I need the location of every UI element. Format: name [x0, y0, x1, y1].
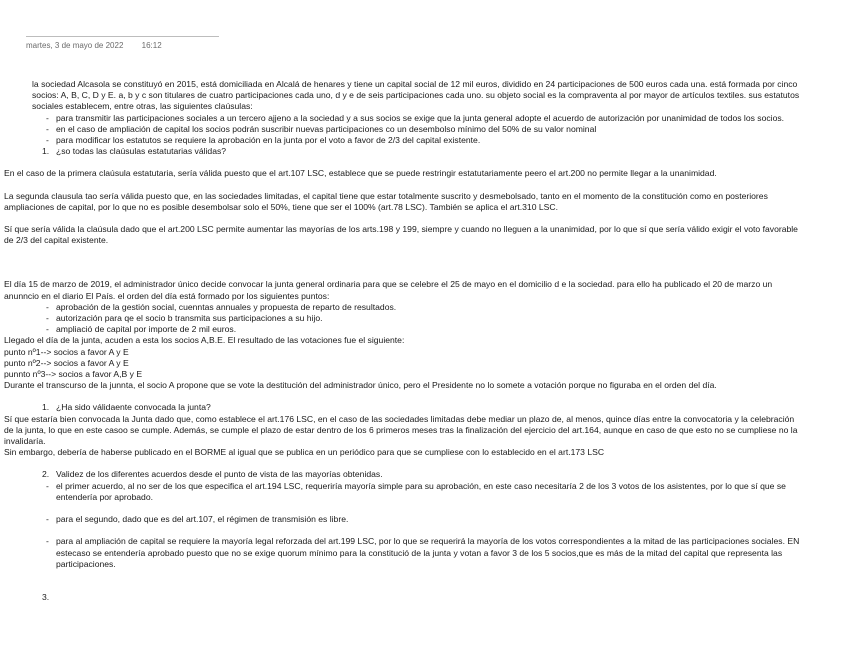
- case2-agenda: [32, 302, 800, 336]
- case1-intro: la sociedad Alcasola se constituyó en 2015, está domiciliada en Alcalá de henares y tiene un capital social de 12 mil euros, dividido en 24 participaciones de 500 euros cada una. está formada por cinco socios: A, B, C, D y E. a, b y c son titulares de cuatro participaciones cada uno, d y e de seis participaciones cada uno. su objeto social es la compraventa al por mayor de artículos textiles. sus estatutos sociales establecem, entre otras, las siguientes claúsulas:: [32, 79, 800, 112]
- case1-clauses: [32, 113, 800, 147]
- list-item: - el primer acuerdo, al no ser de los que especifica el art.194 LSC, requeriría mayoría simple para su aprobación, en este caso necesitaría 2 de los 3 votos de los asistentes, por lo que sí que se entendería por aprobado.: [32, 481, 800, 503]
- list-item: - para al ampliación de capital se requiere la mayoría legal reforzada del art.199 LSC, por lo que se requerirá la mayoría de los votos correspondientes a la mitad de las participaciones sociales. EN estecaso se entendería aprobado puesto que no se exige quorum mínimo para la constitució de la junta y votan a favor 3 de los 5 socios,que es más de la mitad del capital que representa las participaciones.: [32, 536, 800, 570]
- case2-answer-2: Sin embargo, debería de haberse publicado en el BORME al igual que se publica en un periódico para que se cumpliese con lo establecido en el art.173 LSC: [4, 447, 605, 458]
- list-item: - en el caso de ampliación de capital los socios podrán suscribir nuevas participaciones co un desembolso mínimo del 50% de su valor nominal: [32, 124, 800, 135]
- case1-answer-1: En el caso de la primera claúsula estatutaria, sería válida puesto que el art.107 LSC, establece que se puede restringir estatutariamente peero el art.200 no permite llegar a la unanimidad.: [4, 168, 717, 179]
- list-item: - para modificar los estatutos se requiere la aprobación en la junta por el voto a favor de 2/3 del capital existente.: [32, 135, 800, 146]
- case1-answer-2: La segunda clausula tao sería válida puesto que, en las sociedades limitadas, el capital tiene que estar totalmente suscrito y desmebolsado, tanto en el momento de la constitución como en posteriores ampliaciones de capital, por lo que no es posible desembolsar solo el 50%, tiene que ser el 100% (art.78 LSC). También se aplica el art.310 LSC.: [4, 190, 768, 212]
- note-header: [26, 36, 219, 51]
- vote-point-2: punto nº2--> socios a favor A y E: [4, 357, 129, 368]
- list-item: - ampliació de capital por importe de 2 mil euros.: [32, 324, 800, 335]
- list-item: - para el segundo, dado que es del art.107, el régimen de transmisión es libre.: [32, 514, 800, 525]
- list-item: - autorización para qe el socio b transmita sus participaciones a su hijo.: [32, 313, 800, 324]
- case2-answer-1: Sí que estaría bien convocada la Junta dado que, como establece el art.176 LSC, en el caso de las sociedades limitadas debe mediar un plazo de, al menos, quince días entre la convocatoria y la celebración de la junta, lo que en este casoo se cumple. Además, se cumple el plazo de estar dentro de los 6 primeros meses tras la finalización del ejercicio del art.164, aunque en caso de que esto no se cumpliese no la invalidaría.: [4, 413, 798, 447]
- note-body[interactable]: la sociedad Alcasola se constituyó en 2015, está domiciliada en Alcalá de henares y tiene un capital social de 12 mil euros, dividido en 24 participaciones de 500 euros cada una. está formada por cinco socios: A, B, C, D y E. a, b y c son titulares de cuatro participaciones cada uno, d y e de seis participaciones cada uno. su objeto social es la compraventa al por mayor de artículos textiles. sus estatutos sociales establecem, entre otras, las siguientes claúsulas: - para transmitir las participaciones sociales a un tercero ajjeno a la sociedad y a sus socios se exige que la junta general adopte el acuerdo de autorización por unanimidad de todos los socios. - en el caso de ampliación de capital los socios podrán suscribir nuevas participaciones co un desembolso mínimo del 50% de su valor nominal - para modificar los estatutos se requiere la aprobación en la junta por el voto a favor de 2/3 del capital existente. 1. ¿so todas las claúsulas estatutarias válidas? En el caso de la primera claúsula estatutaria, sería válida puesto que el art.107 LSC, establece que se puede restringir estatutariamente peero el art.200 no permite llegar a la unanimidad. La segunda clausula tao sería válida puesto que, en las sociedades limitadas, el capital tiene que estar totalmente suscrito y desmebolsado, tanto en el momento de la constitución como en posteriores ampliaciones de capital, por lo que no es posible desembolsar solo el 50%, tiene que ser el 100% (art.78 LSC). También se aplica el art.310 LSC. Sí que sería válida la claúsula dado que el art.200 LSC permite aumentar las mayorías de los arts.198 y 199, siempre y cuando no lleguen a la unanimidad, por lo que sí que sería válido exigir el voto favorable de 2/3 del capital existente. El día 15 de marzo de 2019, el administrador único decide convocar la junta general ordinaria para que se celebre el 25 de mayo en el domicilio d e la sociedad. para ello ha publicado el 20 de marzo un anunncio en el diario El País. el orden del día está formado por los siguientes puntos: - aprobación de la gestión social, cuenntas annuales y propuesta de reparto de resultados. - autorización para qe el socio b transmita sus participaciones a su hijo. - ampliació de capital por importe de 2 mil euros. Llegado el día de la junta, acuden a esta los socios A,B.E. El resultado de las votaciones fue el siguiente: punto nº1--> socios a favor A y E punto nº2--> socios a favor A y E punnto nº3--> socios a favor A,B y E Durante el transcurso de la junnta, el socio A propone que se vote la destitución del administrador único, pero el Presidente no lo somete a votación porque no figuraba en el orden del día. 1. ¿Ha sido válidaente convocada la junta? Sí que estaría bien convocada la Junta dado que, como establece el art.176 LSC, en el caso de las sociedades limitadas debe mediar un plazo de, al menos, quince días entre la convocatoria y la celebración de la junta, lo que en este casoo se cumple. Además, se cumple el plazo de estar dentro de los 6 primeros meses tras la finalización del ejercicio del art.164, aunque en caso de que esto no se cumpliese no la invalidaría. Sin embargo, debería de haberse publicado en el BORME al igual que se publica en un periódico para que se cumpliese con lo establecido en el art.173 LSC 2. Validez de los diferentes acuerdos desde el punto de vista de las mayorías obtenidas. - el primer acuerdo, al no ser de los que especifica el art.194 LSC, requeriría mayoría simple para su aprobación, en este caso necesitaría 2 de los 3 votos de los asistentes, por lo que sí que se entendería por aprobado. - para el segundo, dado que es del art.107, el régimen de transmisión es libre. - para al ampliación de capital se requiere la mayoría legal reforzada del art.199 LSC, por lo que se requerirá la mayoría de los votos correspondientes a la mitad de las participaciones sociales. EN estecaso se entendería aprobado puesto que no se exige quorum mínimo para la constitució de la junta y votan a favor 3 de los 5 socios,que es más de la mitad del capital que representa las participaciones. 3.: [32, 79, 800, 592]
- vote-point-1: punto nº1--> socios a favor A y E: [4, 346, 129, 357]
- case2-attendance: Llegado el día de la junta, acuden a esta los socios A,B.E. El resultado de las votaciones fue el siguiente:: [4, 335, 405, 346]
- case2-intro: El día 15 de marzo de 2019, el administrador único decide convocar la junta general ordinaria para que se celebre el 25 de mayo en el domicilio d e la sociedad. para ello ha publicado el 20 de marzo un anunncio en el diario El País. el orden del día está formado por los siguientes puntos:: [4, 279, 773, 301]
- case2-question-2: 2. Validez de los diferentes acuerdos desde el punto de vista de las mayorías obtenidas.: [42, 469, 383, 480]
- note-time: 16:12: [141, 41, 162, 50]
- case1-answer-3: Sí que sería válida la claúsula dado que el art.200 LSC permite aumentar las mayorías de los arts.198 y 199, siempre y cuando no lleguen a la unanimidad, por lo que sí que sería válido exigir el voto favorable de 2/3 del capital existente.: [4, 224, 798, 246]
- case2-incident: Durante el transcurso de la junnta, el socio A propone que se vote la destitución del administrador único, pero el Presidente no lo somete a votación porque no figuraba en el orden del día.: [4, 380, 717, 391]
- note-date: martes, 3 de mayo de 2022: [26, 41, 124, 50]
- case1-question-1: 1. ¿so todas las claúsulas estatutarias válidas?: [42, 146, 227, 157]
- list-item: - para transmitir las participaciones sociales a un tercero ajjeno a la sociedad y a sus socios se exige que la junta general adopte el acuerdo de autorización por unanimidad de todos los socios.: [32, 113, 800, 124]
- case2-question-1: 1. ¿Ha sido válidaente convocada la junta?: [42, 402, 211, 413]
- vote-point-3: punnto nº3--> socios a favor A,B y E: [4, 369, 143, 380]
- list-item: - aprobación de la gestión social, cuenntas annuales y propuesta de reparto de resultados.: [32, 302, 800, 313]
- case2-answers-2: [32, 481, 800, 570]
